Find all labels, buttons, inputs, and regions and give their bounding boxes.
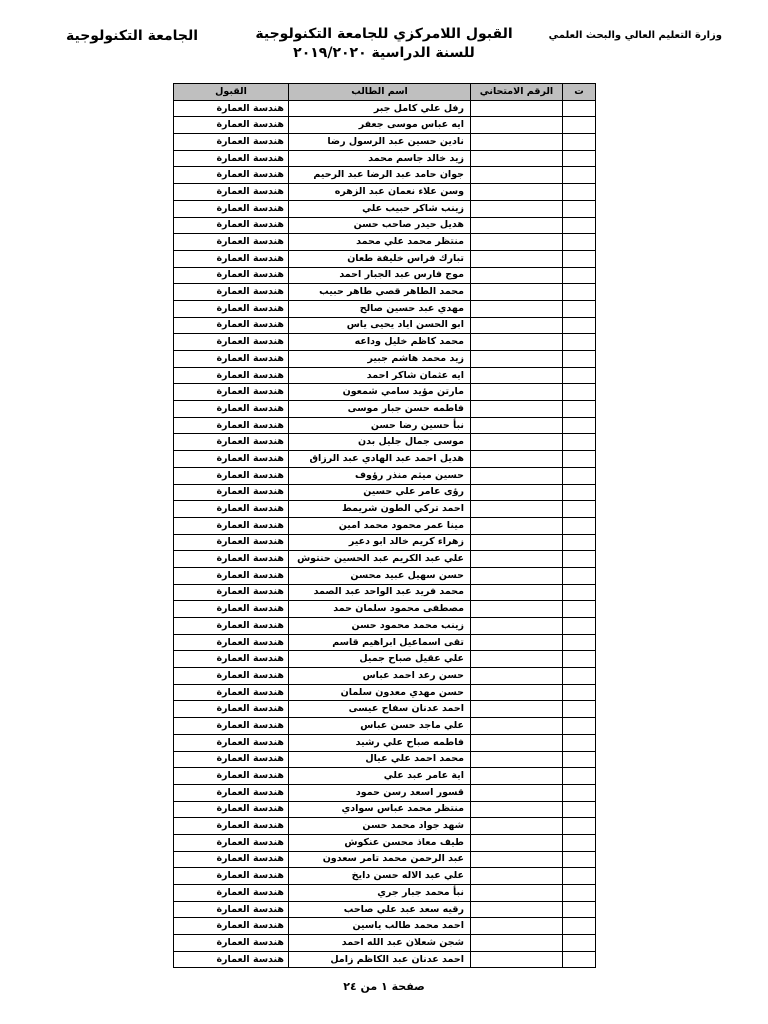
student-name-cell: رؤى عامر علي حسين <box>289 484 471 501</box>
exam-number-cell <box>471 668 563 685</box>
table-row <box>174 701 596 718</box>
index-cell <box>563 634 596 651</box>
admission-cell: هندسة العمارة <box>174 868 289 885</box>
admissions-table <box>173 83 596 968</box>
admission-cell: هندسة العمارة <box>174 818 289 835</box>
index-cell <box>563 300 596 317</box>
index-cell <box>563 234 596 251</box>
table-row <box>174 234 596 251</box>
exam-number-cell <box>471 951 563 968</box>
admission-cell: هندسة العمارة <box>174 601 289 618</box>
document-title: القبول اللامركزي للجامعة التكنولوجية <box>255 26 513 42</box>
exam-number-cell <box>471 384 563 401</box>
admission-cell: هندسة العمارة <box>174 751 289 768</box>
index-cell <box>563 200 596 217</box>
student-name-cell: محمد فريد عبد الواحد عبد الصمد <box>289 584 471 601</box>
student-name-cell: زهراء كريم خالد ابو دعير <box>289 534 471 551</box>
student-name-cell: احمد عدنان عبد الكاظم زامل <box>289 951 471 968</box>
table-row <box>174 351 596 368</box>
exam-number-cell <box>471 684 563 701</box>
exam-number-cell <box>471 401 563 418</box>
admission-cell: هندسة العمارة <box>174 517 289 534</box>
student-name-cell: نبأ محمد جبار جري <box>289 885 471 902</box>
admission-cell: هندسة العمارة <box>174 100 289 117</box>
exam-number-cell <box>471 618 563 635</box>
index-cell <box>563 417 596 434</box>
exam-number-cell <box>471 868 563 885</box>
admission-cell: هندسة العمارة <box>174 334 289 351</box>
exam-number-cell <box>471 517 563 534</box>
table-row <box>174 668 596 685</box>
table-row <box>174 284 596 301</box>
student-name-cell: موسى جمال جليل بدن <box>289 434 471 451</box>
student-name-cell: احمد محمد طالب ياسين <box>289 918 471 935</box>
index-cell <box>563 651 596 668</box>
exam-number-cell <box>471 634 563 651</box>
admission-cell: هندسة العمارة <box>174 534 289 551</box>
student-name-cell: احمد تركي الطون شريمط <box>289 501 471 518</box>
student-name-cell: زيد خالد جاسم محمد <box>289 150 471 167</box>
exam-number-cell <box>471 885 563 902</box>
student-name-cell: منتظر محمد علي محمد <box>289 234 471 251</box>
admission-cell: هندسة العمارة <box>174 684 289 701</box>
table-row <box>174 217 596 234</box>
index-cell <box>563 134 596 151</box>
admission-cell: هندسة العمارة <box>174 634 289 651</box>
admission-cell: هندسة العمارة <box>174 117 289 134</box>
admission-cell: هندسة العمارة <box>174 701 289 718</box>
table-row <box>174 484 596 501</box>
admission-cell: هندسة العمارة <box>174 300 289 317</box>
student-name-cell: قسور اسعد رسن حمود <box>289 784 471 801</box>
exam-number-cell <box>471 734 563 751</box>
table-row <box>174 534 596 551</box>
index-cell <box>563 167 596 184</box>
admission-cell: هندسة العمارة <box>174 434 289 451</box>
student-name-cell: زينب محمد محمود حسن <box>289 618 471 635</box>
exam-number-cell <box>471 100 563 117</box>
index-cell <box>563 734 596 751</box>
table-row <box>174 267 596 284</box>
student-name-cell: مصطفى محمود سلمان حمد <box>289 601 471 618</box>
exam-number-cell <box>471 567 563 584</box>
table-row <box>174 734 596 751</box>
table-row <box>174 634 596 651</box>
index-cell <box>563 935 596 952</box>
ministry-title: وزارة التعليم العالي والبحث العلمي <box>548 30 722 41</box>
table-row <box>174 434 596 451</box>
student-name-cell: رفل علي كامل جبر <box>289 100 471 117</box>
table-row <box>174 417 596 434</box>
index-cell <box>563 484 596 501</box>
index-cell <box>563 284 596 301</box>
admission-cell: هندسة العمارة <box>174 834 289 851</box>
index-cell <box>563 801 596 818</box>
table-row <box>174 651 596 668</box>
index-cell <box>563 768 596 785</box>
table-row <box>174 117 596 134</box>
column-header-admission: القبول <box>174 84 289 101</box>
index-cell <box>563 401 596 418</box>
index-cell <box>563 701 596 718</box>
admission-cell: هندسة العمارة <box>174 200 289 217</box>
exam-number-cell <box>471 484 563 501</box>
exam-number-cell <box>471 367 563 384</box>
student-name-cell: زيد محمد هاشم جبير <box>289 351 471 368</box>
table-row <box>174 584 596 601</box>
admission-cell: هندسة العمارة <box>174 768 289 785</box>
student-name-cell: احمد عدنان سفاح عيسى <box>289 701 471 718</box>
exam-number-cell <box>471 935 563 952</box>
exam-number-cell <box>471 267 563 284</box>
exam-number-cell <box>471 651 563 668</box>
table-row <box>174 567 596 584</box>
admission-cell: هندسة العمارة <box>174 250 289 267</box>
index-cell <box>563 618 596 635</box>
table-row <box>174 618 596 635</box>
exam-number-cell <box>471 701 563 718</box>
table-row <box>174 300 596 317</box>
student-name-cell: علي عبد الكريم عبد الحسين حنتوش <box>289 551 471 568</box>
index-cell <box>563 784 596 801</box>
admission-cell: هندسة العمارة <box>174 317 289 334</box>
admission-cell: هندسة العمارة <box>174 484 289 501</box>
table-row <box>174 451 596 468</box>
table-row <box>174 401 596 418</box>
student-name-cell: محمد كاظم خليل وداعه <box>289 334 471 351</box>
admission-cell: هندسة العمارة <box>174 951 289 968</box>
table-row <box>174 167 596 184</box>
table-row <box>174 517 596 534</box>
admission-cell: هندسة العمارة <box>174 217 289 234</box>
table-row <box>174 250 596 267</box>
index-cell <box>563 751 596 768</box>
admission-cell: هندسة العمارة <box>174 935 289 952</box>
table-row <box>174 334 596 351</box>
index-cell <box>563 868 596 885</box>
index-cell <box>563 584 596 601</box>
index-cell <box>563 250 596 267</box>
admission-cell: هندسة العمارة <box>174 718 289 735</box>
index-cell <box>563 534 596 551</box>
student-name-cell: ابو الحسن اياد يحيى ياس <box>289 317 471 334</box>
index-cell <box>563 517 596 534</box>
admission-cell: هندسة العمارة <box>174 167 289 184</box>
student-name-cell: محمد الطاهر قصي طاهر حبيب <box>289 284 471 301</box>
exam-number-cell <box>471 534 563 551</box>
admission-cell: هندسة العمارة <box>174 551 289 568</box>
index-cell <box>563 351 596 368</box>
index-cell <box>563 718 596 735</box>
exam-number-cell <box>471 184 563 201</box>
index-cell <box>563 451 596 468</box>
admission-cell: هندسة العمارة <box>174 134 289 151</box>
document-subtitle: للسنة الدراسية ٢٠١٩/٢٠٢٠ <box>293 45 475 61</box>
exam-number-cell <box>471 501 563 518</box>
exam-number-cell <box>471 918 563 935</box>
index-cell <box>563 184 596 201</box>
exam-number-cell <box>471 150 563 167</box>
admission-cell: هندسة العمارة <box>174 651 289 668</box>
table-row <box>174 150 596 167</box>
admission-cell: هندسة العمارة <box>174 918 289 935</box>
exam-number-cell <box>471 134 563 151</box>
index-cell <box>563 885 596 902</box>
admission-cell: هندسة العمارة <box>174 851 289 868</box>
index-cell <box>563 117 596 134</box>
index-cell <box>563 818 596 835</box>
table-row <box>174 718 596 735</box>
admission-cell: هندسة العمارة <box>174 184 289 201</box>
table-row <box>174 684 596 701</box>
column-header-student-name: اسم الطالب <box>289 84 471 101</box>
student-name-cell: اية عامر عبد علي <box>289 768 471 785</box>
table-header-row <box>174 84 596 101</box>
admission-cell: هندسة العمارة <box>174 467 289 484</box>
table-row <box>174 384 596 401</box>
exam-number-cell <box>471 768 563 785</box>
table-row <box>174 784 596 801</box>
student-name-cell: حسن سهيل عبيد محسن <box>289 567 471 584</box>
student-name-cell: حسن مهدي معدون سلمان <box>289 684 471 701</box>
student-name-cell: تبارك فراس خليفة طعان <box>289 250 471 267</box>
exam-number-cell <box>471 784 563 801</box>
student-name-cell: مارتن مؤيد سامي شمعون <box>289 384 471 401</box>
student-name-cell: علي ماجد حسن عباس <box>289 718 471 735</box>
index-cell <box>563 501 596 518</box>
index-cell <box>563 217 596 234</box>
exam-number-cell <box>471 434 563 451</box>
student-name-cell: شهد جواد محمد حسن <box>289 818 471 835</box>
exam-number-cell <box>471 417 563 434</box>
exam-number-cell <box>471 901 563 918</box>
student-name-cell: وسن علاء نعمان عبد الزهره <box>289 184 471 201</box>
admission-cell: هندسة العمارة <box>174 618 289 635</box>
student-name-cell: جوان حامد عبد الرضا عبد الرحيم <box>289 167 471 184</box>
table-row <box>174 184 596 201</box>
admission-cell: هندسة العمارة <box>174 267 289 284</box>
student-name-cell: تقى اسماعيل ابراهيم قاسم <box>289 634 471 651</box>
admission-cell: هندسة العمارة <box>174 734 289 751</box>
admission-cell: هندسة العمارة <box>174 150 289 167</box>
table-row <box>174 768 596 785</box>
index-cell <box>563 100 596 117</box>
exam-number-cell <box>471 851 563 868</box>
exam-number-cell <box>471 351 563 368</box>
student-name-cell: زينب شاكر حبيب علي <box>289 200 471 217</box>
table-row <box>174 501 596 518</box>
table-row <box>174 200 596 217</box>
admission-cell: هندسة العمارة <box>174 451 289 468</box>
student-name-cell: علي عقيل صباح جميل <box>289 651 471 668</box>
table-row <box>174 801 596 818</box>
exam-number-cell <box>471 718 563 735</box>
table-row <box>174 868 596 885</box>
student-name-cell: ايه عباس موسى جعفر <box>289 117 471 134</box>
student-name-cell: علي عبد الاله حسن دايخ <box>289 868 471 885</box>
index-cell <box>563 901 596 918</box>
student-name-cell: منتظر محمد عباس سوادي <box>289 801 471 818</box>
table-row <box>174 935 596 952</box>
table-row <box>174 951 596 968</box>
admission-cell: هندسة العمارة <box>174 668 289 685</box>
exam-number-cell <box>471 284 563 301</box>
index-cell <box>563 384 596 401</box>
admission-cell: هندسة العمارة <box>174 367 289 384</box>
admission-cell: هندسة العمارة <box>174 501 289 518</box>
admission-cell: هندسة العمارة <box>174 784 289 801</box>
table-row <box>174 851 596 868</box>
admission-cell: هندسة العمارة <box>174 234 289 251</box>
student-name-cell: محمد احمد علي عيال <box>289 751 471 768</box>
student-name-cell: هديل احمد عبد الهادي عبد الرزاق <box>289 451 471 468</box>
index-cell <box>563 851 596 868</box>
index-cell <box>563 551 596 568</box>
exam-number-cell <box>471 200 563 217</box>
exam-number-cell <box>471 300 563 317</box>
admission-cell: هندسة العمارة <box>174 584 289 601</box>
table-row <box>174 601 596 618</box>
index-cell <box>563 317 596 334</box>
table-row <box>174 367 596 384</box>
index-cell <box>563 834 596 851</box>
table-row <box>174 551 596 568</box>
exam-number-cell <box>471 317 563 334</box>
student-name-cell: طيف معاذ محسن عنكوش <box>289 834 471 851</box>
exam-number-cell <box>471 334 563 351</box>
index-cell <box>563 684 596 701</box>
index-cell <box>563 567 596 584</box>
index-cell <box>563 668 596 685</box>
student-name-cell: فاطمه حسن جبار موسى <box>289 401 471 418</box>
exam-number-cell <box>471 234 563 251</box>
index-cell <box>563 918 596 935</box>
exam-number-cell <box>471 117 563 134</box>
admission-cell: هندسة العمارة <box>174 351 289 368</box>
table-row <box>174 467 596 484</box>
exam-number-cell <box>471 217 563 234</box>
table-row <box>174 134 596 151</box>
index-cell <box>563 467 596 484</box>
student-name-cell: نبأ حسين رضا حسن <box>289 417 471 434</box>
exam-number-cell <box>471 818 563 835</box>
admission-cell: هندسة العمارة <box>174 567 289 584</box>
index-cell <box>563 334 596 351</box>
admission-cell: هندسة العمارة <box>174 901 289 918</box>
index-cell <box>563 150 596 167</box>
exam-number-cell <box>471 451 563 468</box>
student-name-cell: مينا عمر محمود محمد امين <box>289 517 471 534</box>
student-name-cell: حسن رعد احمد عباس <box>289 668 471 685</box>
table-row <box>174 918 596 935</box>
table-row <box>174 317 596 334</box>
index-cell <box>563 267 596 284</box>
table-row <box>174 818 596 835</box>
exam-number-cell <box>471 167 563 184</box>
table-row <box>174 100 596 117</box>
student-name-cell: حسين ميثم منذر رؤوف <box>289 467 471 484</box>
admission-cell: هندسة العمارة <box>174 417 289 434</box>
exam-number-cell <box>471 467 563 484</box>
table-row <box>174 885 596 902</box>
exam-number-cell <box>471 801 563 818</box>
admission-cell: هندسة العمارة <box>174 401 289 418</box>
exam-number-cell <box>471 601 563 618</box>
admission-cell: هندسة العمارة <box>174 384 289 401</box>
student-name-cell: مهدي عبد حسين صالح <box>289 300 471 317</box>
exam-number-cell <box>471 834 563 851</box>
exam-number-cell <box>471 551 563 568</box>
table-row <box>174 901 596 918</box>
student-name-cell: ايه عثمان شاكر احمد <box>289 367 471 384</box>
exam-number-cell <box>471 584 563 601</box>
index-cell <box>563 367 596 384</box>
admission-cell: هندسة العمارة <box>174 885 289 902</box>
column-header-index: ت <box>563 84 596 101</box>
admission-cell: هندسة العمارة <box>174 284 289 301</box>
student-name-cell: موج فارس عبد الجبار احمد <box>289 267 471 284</box>
table-row <box>174 751 596 768</box>
exam-number-cell <box>471 751 563 768</box>
student-name-cell: عبد الرحمن محمد تامر سعدون <box>289 851 471 868</box>
student-name-cell: هديل حيدر صاحب حسن <box>289 217 471 234</box>
student-name-cell: شجن شعلان عبد الله احمد <box>289 935 471 952</box>
student-name-cell: رقيه سعد عبد علي صاحب <box>289 901 471 918</box>
index-cell <box>563 434 596 451</box>
index-cell <box>563 601 596 618</box>
exam-number-cell <box>471 250 563 267</box>
admission-cell: هندسة العمارة <box>174 801 289 818</box>
column-header-exam-number: الرقم الامتحاني <box>471 84 563 101</box>
university-name: الجامعة التكنولوجية <box>66 28 199 44</box>
student-name-cell: فاطمه صباح علي رشيد <box>289 734 471 751</box>
index-cell <box>563 951 596 968</box>
page-number: صفحة ١ من ٢٤ <box>343 980 425 993</box>
student-name-cell: نادين حسين عبد الرسول رضا <box>289 134 471 151</box>
table-row <box>174 834 596 851</box>
